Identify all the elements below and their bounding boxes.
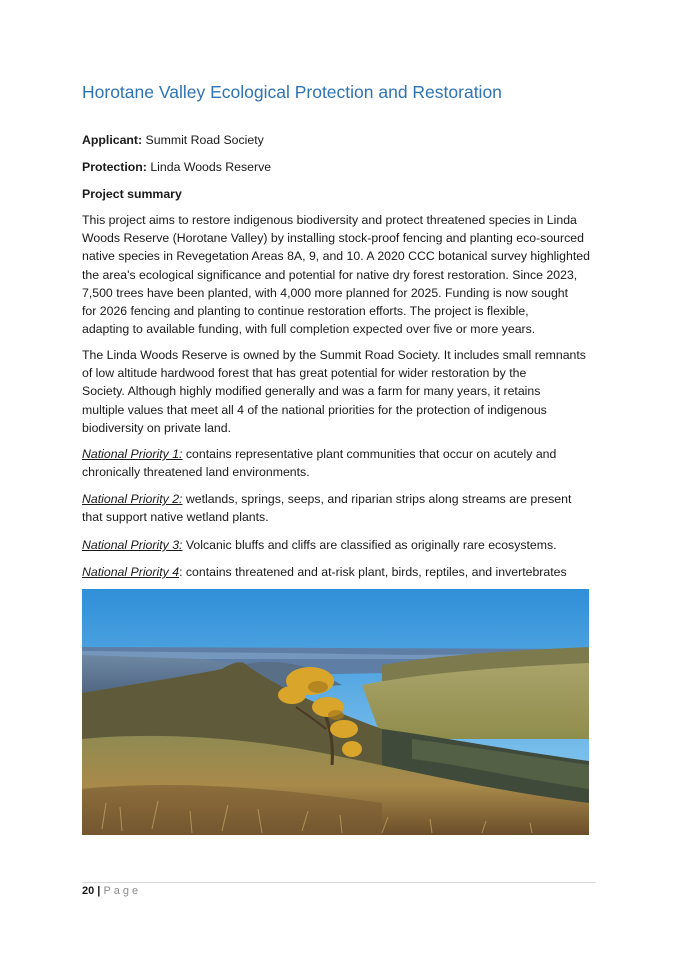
priority-3-label: National Priority 3: bbox=[82, 538, 183, 552]
priority-2-label: National Priority 2: bbox=[82, 492, 183, 506]
priority-2: National Priority 2: wetlands, springs, seeps, and riparian strips along streams are present that support native wetland plants. bbox=[82, 492, 572, 525]
reserve-line: The Linda Woods Reserve is owned by the Summit Road Society. It includes small remnants bbox=[82, 348, 586, 362]
footer-divider bbox=[82, 882, 596, 883]
landscape-photo bbox=[82, 589, 589, 835]
reserve-line: of low altitude hardwood forest that has great potential for wider restoration by the bbox=[82, 366, 527, 381]
priority-1-label: National Priority 1: bbox=[82, 447, 183, 461]
protection-line bbox=[82, 158, 271, 176]
summary-line: native species in Revegetation Areas 8A, 9, and 10. A 2020 CCC botanical survey highlighted bbox=[82, 249, 590, 264]
summary-line: 7,500 trees have been planted, with 4,000 more planned for 2025. Funding is now sought bbox=[82, 285, 569, 300]
summary-line: the area's ecological significance and potential for native dry forest restoration. Since 2023, bbox=[82, 267, 578, 282]
summary-line: Woods Reserve (Horotane Valley) by installing stock-proof fencing and planting eco-sourced bbox=[82, 231, 584, 246]
page-number: 20 bbox=[82, 885, 95, 897]
priority-3: National Priority 3: Volcanic bluffs and cliffs are classified as originally rare ecosystems. bbox=[82, 538, 557, 552]
footer-separator: | bbox=[94, 885, 104, 897]
protection-label: Protection: bbox=[82, 160, 147, 174]
priority-4-label: National Priority 4 bbox=[82, 565, 180, 579]
reserve-line: Society. Although highly modified generally and was a farm for many years, it retains bbox=[82, 384, 541, 399]
priority-4: National Priority 4: contains threatened and at-risk plant, birds, reptiles, and invertebrates bbox=[82, 565, 567, 579]
summary-line: for 2026 fencing and planting to continue restoration efforts. The project is flexible, bbox=[82, 304, 529, 319]
summary-line: This project aims to restore indigenous biodiversity and protect threatened species in Linda bbox=[82, 213, 577, 227]
summary-paragraph bbox=[82, 211, 594, 338]
summary-line: adapting to available funding, with full completion expected over five or more years. bbox=[82, 322, 536, 337]
reserve-paragraph bbox=[82, 346, 594, 437]
applicant-value: Summit Road Society bbox=[142, 133, 264, 147]
summary-heading: Project summary bbox=[82, 187, 182, 201]
page-title: Horotane Valley Ecological Protection and Restoration bbox=[82, 82, 502, 102]
priority-1: National Priority 1: contains representative plant communities that occur on acutely and chronically threatened land environments. bbox=[82, 447, 557, 480]
page-word: Page bbox=[103, 885, 142, 897]
applicant-line bbox=[82, 131, 264, 149]
applicant-label: Applicant: bbox=[82, 133, 143, 147]
page-footer bbox=[82, 885, 141, 897]
protection-value: Linda Woods Reserve bbox=[146, 160, 272, 174]
reserve-line: biodiversity on private land. bbox=[82, 420, 232, 435]
reserve-line: multiple values that meet all 4 of the national priorities for the protection of indigenous bbox=[82, 402, 547, 417]
